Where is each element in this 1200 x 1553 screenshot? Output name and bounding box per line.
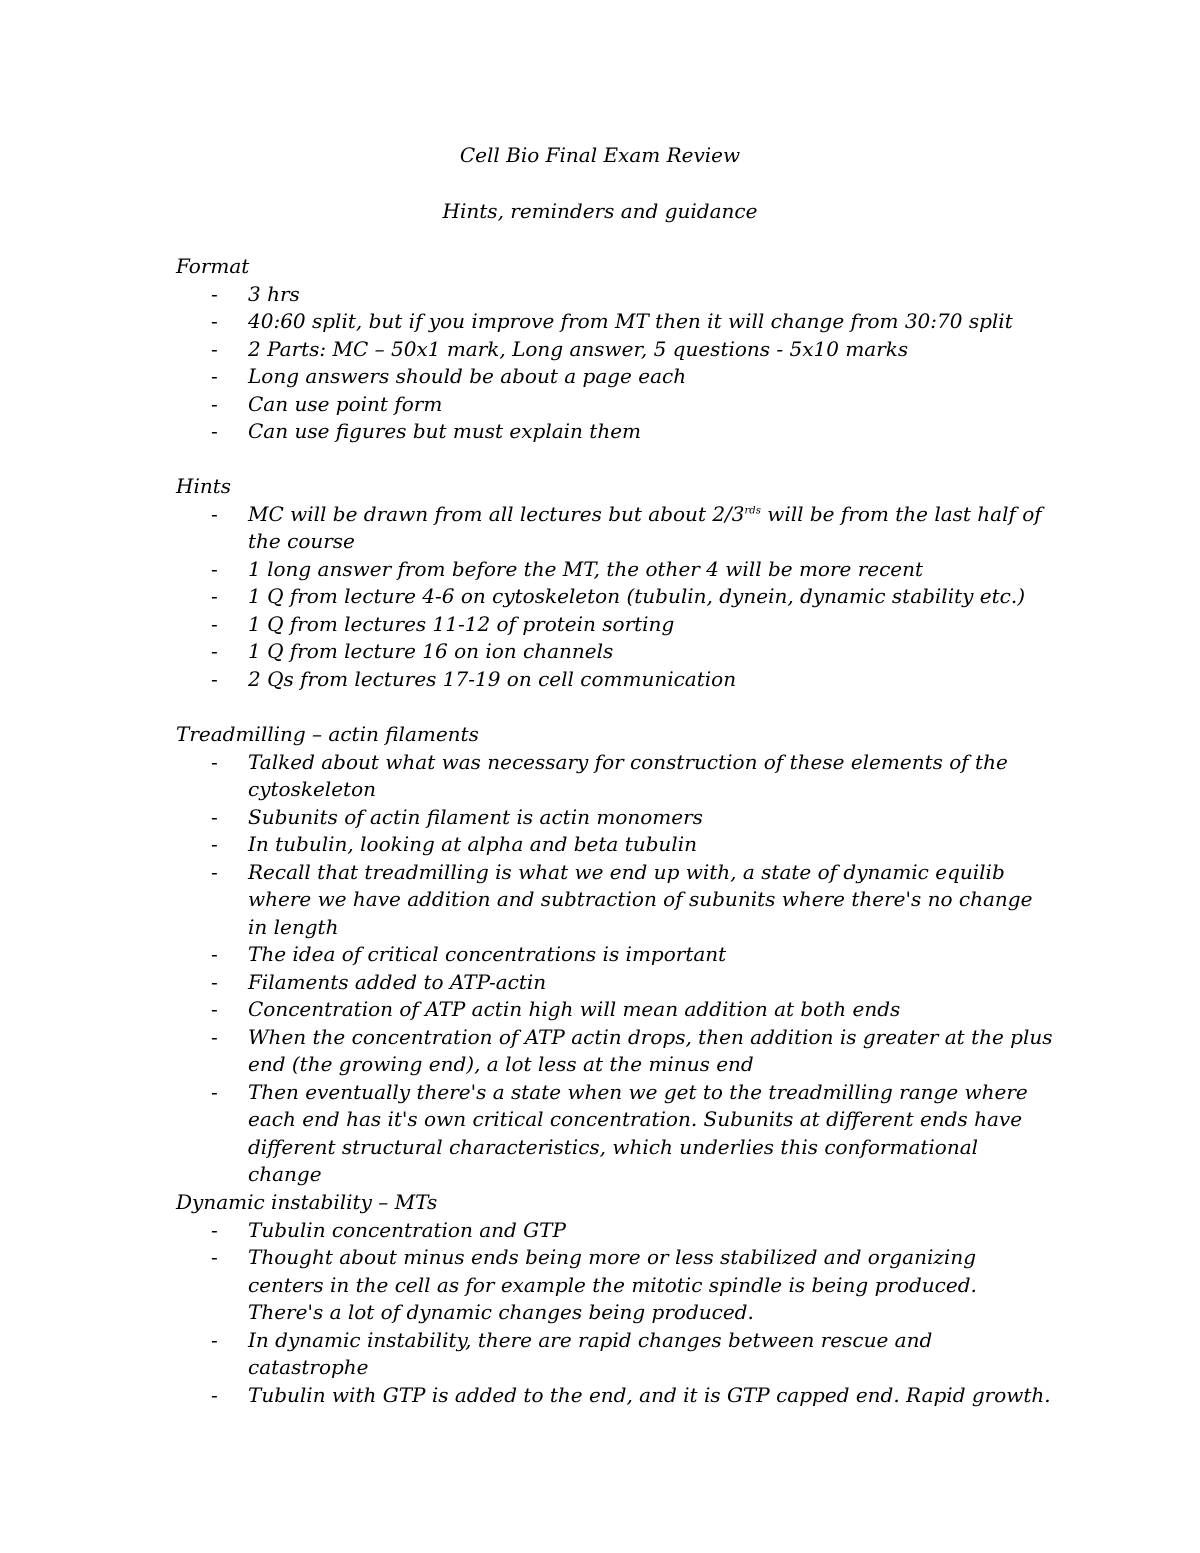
bullet-dash: - [211,556,218,581]
list-item-text: Then eventually there's a state when we get to the treadmilling range where each end has it's own critical concentration. Subunits at different ends have different structural characteristics, which underlies this conformational change [248,1079,1028,1186]
list-item [176,996,1056,1024]
list-item [176,1079,1056,1189]
list-item [176,831,1056,859]
list-item [176,1024,1056,1079]
bullet-dash: - [211,501,218,526]
bullet-dash: - [211,942,218,966]
bullet-dash: - [211,1245,218,1269]
format-list [176,281,1056,446]
bullet-dash: - [211,611,218,636]
bullet-dash: - [211,364,218,388]
document-title: Cell Bio Final Exam Review [459,143,741,167]
section-hints [176,473,1056,693]
bullet-dash: - [211,1382,218,1407]
list-item-text: 3 hrs [248,281,300,306]
bullet-dash: - [211,281,218,306]
bullet-dash: - [211,1079,218,1104]
section-heading-hints: Hints [176,474,232,498]
list-item-text: Concentration of ATP actin high will mean addition at both ends [248,997,901,1021]
bullet-dash: - [211,804,218,829]
list-item [176,391,1056,419]
list-item-text: The idea of critical concentrations is important [248,942,727,966]
list-item-text: 2 Qs from lectures 17-19 on cell communication [248,666,737,691]
bullet-dash: - [211,419,218,443]
list-item [176,611,1056,639]
list-item [176,418,1056,446]
list-item-text: Thought about minus ends being more or less stabilized and organizing centers in the cell as for example the mitotic spindle is being produced. There's a lot of dynamic changes being produced. [248,1245,977,1324]
list-item [176,804,1056,832]
list-item-text: 40:60 split, but if you improve from MT then it will change from 30:70 split [248,309,1013,333]
list-item-text: In dynamic instability, there are rapid changes between rescue and catastrophe [248,1327,933,1379]
list-item [176,556,1056,584]
section-treadmilling [176,721,1056,1189]
list-item-text: Subunits of actin filament is actin monomers [248,804,703,829]
bullet-dash: - [211,832,218,856]
list-item-text: When the concentration of ATP actin drops, then addition is greater at the plus end (the growing end), a lot less at the minus end [248,1024,1053,1076]
treadmilling-list [176,749,1056,1189]
list-item [176,1244,1056,1327]
bullet-dash: - [211,666,218,691]
list-item-text: 1 long answer from before the MT, the other 4 will be more recent [248,556,924,581]
bullet-dash: - [211,309,218,333]
bullet-dash: - [211,1327,218,1352]
list-item [176,859,1056,942]
list-item-text: Recall that treadmilling is what we end up with, a state of dynamic equilib where we have addition and subtraction of subunits where there's no change in length [248,859,1033,939]
list-item-text-part: MC will be drawn from all lectures but about 2/3 [248,501,745,526]
list-item-text: Can use point form [248,391,443,416]
list-item [176,308,1056,336]
list-item [176,336,1056,364]
hints-list [176,501,1056,694]
bullet-dash: - [211,336,218,361]
list-item [176,583,1056,611]
superscript-text: rds [744,504,761,516]
list-item [176,1327,1056,1382]
list-item-text: 1 Q from lecture 16 on ion channels [248,639,614,663]
dynamic-instability-list [176,1217,1056,1410]
section-format [176,253,1056,446]
list-item-text: 1 Q from lecture 4-6 on cytoskeleton (tubulin, dynein, dynamic stability etc.) [248,584,1026,608]
section-heading-treadmilling: Treadmilling – actin filaments [176,722,479,746]
list-item-text: Tubulin with GTP is added to the end, and it is GTP capped end. Rapid growth. [248,1382,1051,1407]
bullet-dash: - [211,749,218,774]
section-dynamic-instability [176,1189,1056,1409]
list-item [176,1382,1056,1410]
bullet-dash: - [211,391,218,416]
bullet-dash: - [211,969,218,994]
list-item-text: Can use figures but must explain them [248,419,642,443]
bullet-dash: - [211,859,218,884]
list-item-text: In tubulin, looking at alpha and beta tubulin [248,832,697,856]
list-item [176,363,1056,391]
section-heading-dynamic-instability: Dynamic instability – MTs [176,1190,438,1214]
document-subtitle: Hints, reminders and guidance [442,199,758,223]
section-heading-format: Format [176,254,250,278]
list-item-text: 1 Q from lectures 11-12 of protein sorting [248,611,675,636]
list-item [176,969,1056,997]
list-item [176,941,1056,969]
bullet-dash: - [211,1024,218,1049]
list-item-text: Long answers should be about a page each [248,364,687,388]
list-item [176,638,1056,666]
list-item-text: Tubulin concentration and GTP [248,1217,566,1242]
list-item [176,1217,1056,1245]
list-item-text: Filaments added to ATP-actin [248,969,547,994]
bullet-dash: - [211,1217,218,1242]
list-item-text-part: will be from the last half of the course [248,501,1042,553]
bullet-dash: - [211,584,218,608]
list-item [176,281,1056,309]
list-item-text: 2 Parts: MC – 50x1 mark, Long answer, 5 questions - 5x10 marks [248,336,909,361]
list-item [176,501,1056,556]
bullet-dash: - [211,639,218,663]
list-item [176,666,1056,694]
list-item [176,749,1056,804]
list-item-text: Talked about what was necessary for construction of these elements of the cytoskeleton [248,749,1008,801]
bullet-dash: - [211,997,218,1021]
